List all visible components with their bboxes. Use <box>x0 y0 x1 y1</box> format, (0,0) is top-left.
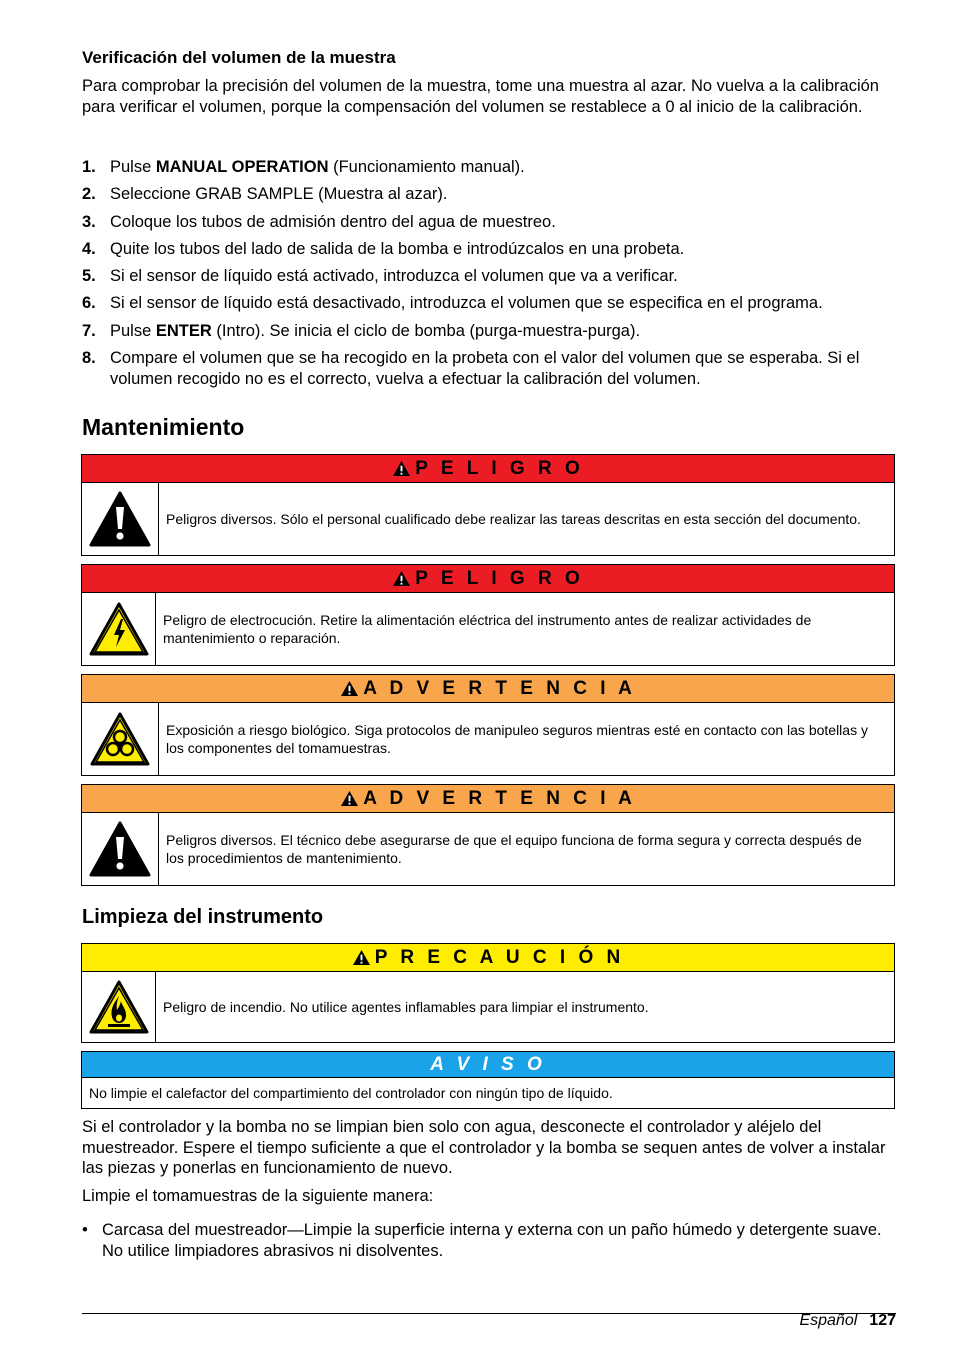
warning-triangle-icon <box>392 570 411 587</box>
warning-triangle-icon <box>352 949 371 966</box>
notice-text: Peligros diversos. El técnico debe asegurarse de que el equipo funciona de forma segura y correcta después de los procedimientos de mantenimiento. <box>166 832 862 866</box>
step-number: 3. <box>82 212 96 231</box>
step-number: 4. <box>82 239 96 258</box>
step-text-after: (Intro). Se inicia el ciclo de bomba (purga-muestra-purga). <box>211 321 641 340</box>
caution-header <box>82 944 894 972</box>
danger-header <box>82 565 894 593</box>
notice-level: A D V E R T E N C I A <box>363 787 636 809</box>
step-text: Coloque los tubos de admisión dentro del agua de muestreo. <box>110 212 556 231</box>
notice-level: P E L I G R O <box>415 567 584 589</box>
warning-notice-biohazard <box>81 674 895 776</box>
page-footer <box>799 1312 896 1330</box>
cleaning-bullets <box>82 1220 898 1261</box>
verification-steps <box>82 157 898 396</box>
step-text-after: (Funcionamiento manual). <box>328 158 525 176</box>
notice-level: A V I S O <box>430 1053 546 1075</box>
warning-notice-general <box>81 784 895 886</box>
step-number: 2. <box>82 185 96 204</box>
step-number: 5. <box>82 267 96 286</box>
footer-language: Español <box>799 1312 858 1329</box>
step-number: 7. <box>82 321 96 340</box>
list-item <box>82 1220 898 1261</box>
notice-level: A D V E R T E N C I A <box>363 677 636 699</box>
caution-notice-fire <box>81 943 895 1043</box>
section-title-verification: Verificación del volumen de la muestra <box>82 48 396 67</box>
danger-header <box>82 455 894 483</box>
step-text: Compare el volumen que se ha recogido en la probeta con el valor del volumen que se esperaba. Si el volumen recogido no es el correcto, vuelva a efectuar la calibración del volumen. <box>110 349 860 388</box>
step-text: Seleccione GRAB SAMPLE (Muestra al azar). <box>110 185 448 204</box>
section-title-cleaning: Limpieza del instrumento <box>82 906 324 928</box>
step-item <box>82 348 898 389</box>
biohazard-icon <box>82 703 159 775</box>
step-text: Quite los tubos del lado de salida de la bomba e introdúzcalos en una probeta. <box>110 239 685 258</box>
page-number: 127 <box>869 1312 896 1329</box>
danger-notice-electrical <box>81 564 895 666</box>
warning-triangle-icon <box>340 790 359 807</box>
step-text: Pulse <box>110 158 156 176</box>
step-item <box>82 239 898 260</box>
notice-text: No limpie el calefactor del compartimiento del controlador con ningún tipo de líquido. <box>89 1085 613 1101</box>
step-text: Si el sensor de líquido está activado, introduzca el volumen que va a verificar. <box>110 267 678 286</box>
danger-notice-general <box>81 454 895 556</box>
warning-triangle-icon <box>392 460 411 477</box>
general-warning-icon <box>82 813 159 885</box>
warning-header <box>82 785 894 813</box>
step-number: 6. <box>82 294 96 313</box>
step-item <box>82 184 898 205</box>
section-title-maintenance: Mantenimiento <box>82 414 245 440</box>
verification-intro: Para comprobar la precisión del volumen de la muestra, tome una muestra al azar. No vuelva a la calibración para verificar el volumen, porque la compensación del volumen se restablece a 0 al inicio de la calibración. <box>82 77 879 116</box>
step-item <box>82 321 898 342</box>
step-number: 8. <box>82 349 96 368</box>
notice-text: Peligros diversos. Sólo el personal cualificado debe realizar las tareas descritas en esta sección del documento. <box>166 511 861 527</box>
general-warning-icon <box>82 483 159 555</box>
step-item <box>82 157 898 178</box>
cleaning-paragraph-1: Si el controlador y la bomba no se limpian bien solo con agua, desconecte el controlador y aléjelo del muestreador. Espere el tiempo suficiente a que el controlador y la bomba se sequen antes de volver a instalar las piezas y ponerlas en funcionamiento de nuevo. <box>82 1118 886 1177</box>
step-command: MANUAL OPERATION <box>155 158 329 176</box>
step-command: ENTER <box>155 321 212 340</box>
step-text: Pulse <box>110 321 156 340</box>
warning-header <box>82 675 894 703</box>
step-item <box>82 293 898 314</box>
step-item <box>82 212 898 233</box>
step-text: Si el sensor de líquido está desactivado, introduzca el volumen que se especifica en el programa. <box>110 294 823 313</box>
notice-text: Peligro de electrocución. Retire la alimentación eléctrica del instrumento antes de realizar actividades de mantenimiento o reparación. <box>163 612 812 646</box>
step-item <box>82 266 898 287</box>
notice-aviso <box>81 1051 895 1109</box>
cleaning-paragraph-2: Limpie el tomamuestras de la siguiente manera: <box>82 1187 434 1205</box>
step-number: 1. <box>82 158 96 176</box>
electrical-hazard-icon <box>82 593 156 665</box>
notice-text: Exposición a riesgo biológico. Siga protocolos de manipuleo seguros mientras esté en contacto con las botellas y los componentes del tomamuestras. <box>166 722 868 756</box>
bullet-mark: • <box>82 1221 88 1239</box>
aviso-header <box>82 1052 894 1078</box>
notice-text: Peligro de incendio. No utilice agentes inflamables para limpiar el instrumento. <box>163 999 649 1015</box>
warning-triangle-icon <box>340 680 359 697</box>
notice-level: P R E C A U C I Ó N <box>374 946 625 968</box>
bullet-text: Carcasa del muestreador—Limpie la superficie interna y externa con un paño húmedo y detergente suave. No utilice limpiadores abrasivos ni disolventes. <box>102 1221 882 1260</box>
fire-hazard-icon <box>82 972 156 1042</box>
notice-level: P E L I G R O <box>415 457 584 479</box>
footer-divider <box>82 1313 896 1314</box>
